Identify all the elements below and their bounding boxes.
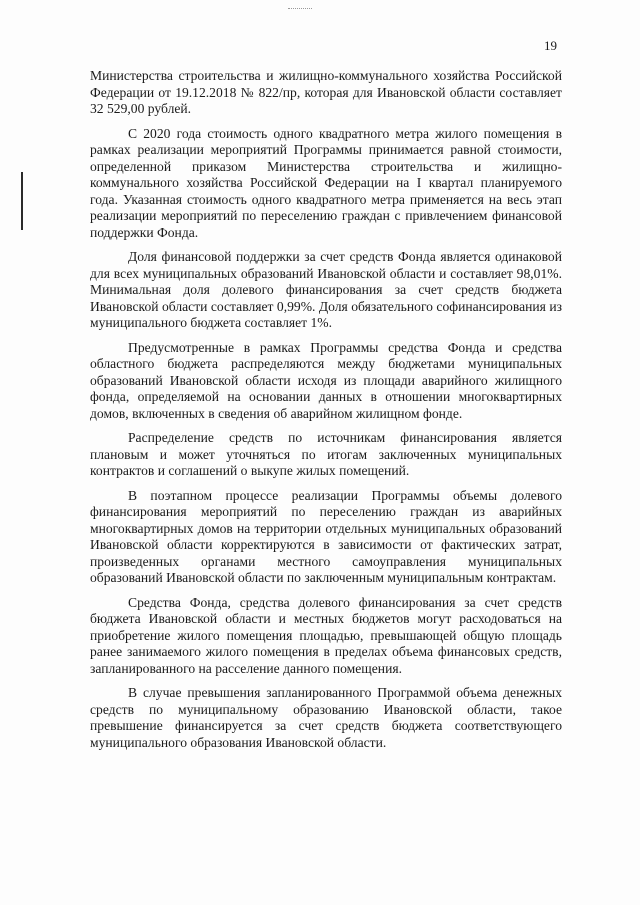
margin-scan-mark [21, 172, 23, 230]
scan-artifact [288, 8, 312, 11]
paragraph-8: В случае превышения запланированного Программой объема денежных средств по муниципальному образованию Ивановской области, такое превышение финансируется за счет средств бюджета соответствующего муниципального образования Ивановской области. [90, 685, 562, 750]
document-body [90, 68, 562, 759]
page-number: 19 [544, 38, 557, 53]
paragraph-1: Министерства строительства и жилищно-коммунального хозяйства Российской Федерации от 19.12.2018 № 822/пр, которая для Ивановской области составляет 32 529,00 рублей. [90, 68, 562, 116]
paragraph-5: Распределение средств по источникам финансирования является плановым и может уточняться по итогам заключенных муниципальных контрактов и соглашений о выкупе жилых помещений. [90, 430, 562, 478]
paragraph-4: Предусмотренные в рамках Программы средства Фонда и средства областного бюджета распределяются между бюджетами муниципальных образований Ивановской области исходя из площади аварийного жилищного фонда, определяемой на основании данных в отношении многоквартирных домов, включенных в сведения об аварийном жилищном фонде. [90, 339, 562, 421]
paragraph-3: Доля финансовой поддержки за счет средств Фонда является одинаковой для всех муниципальных образований Ивановской области и составляет 98,01%. Минимальная доля долевого финансирования за счет средств бюджета Ивановской области составляет 0,99%. Доля обязательного софинансирования из муниципального бюджета составляет 1%. [90, 249, 562, 330]
paragraph-7: Средства Фонда, средства долевого финансирования за счет средств бюджета Ивановской области и местных бюджетов могут расходоваться на приобретение жилого помещения площадью, превышающей общую площадь ранее занимаемого жилого помещения в пределах объема финансовых средств, запланированного на расселение данного помещения. [90, 594, 562, 676]
paragraph-6: В поэтапном процессе реализации Программы объемы долевого финансирования мероприятий по переселению граждан из аварийных многоквартирных домов на территории отдельных муниципальных образований Ивановской области корректируются в зависимости от фактических затрат, произведенных органами местного самоуправления муниципальных образований Ивановской области по заключенным муниципальным контрактам. [90, 487, 562, 585]
paragraph-2: С 2020 года стоимость одного квадратного метра жилого помещения в рамках реализации мероприятий Программы принимается равной стоимости, определенной приказом Министерства строительства и жилищно-коммунального хозяйства Российской Федерации на I квартал планируемого года. Указанная стоимость одного квадратного метра применяется на весь этап реализации мероприятий по переселению граждан с привлечением финансовой поддержки Фонда. [90, 125, 562, 240]
